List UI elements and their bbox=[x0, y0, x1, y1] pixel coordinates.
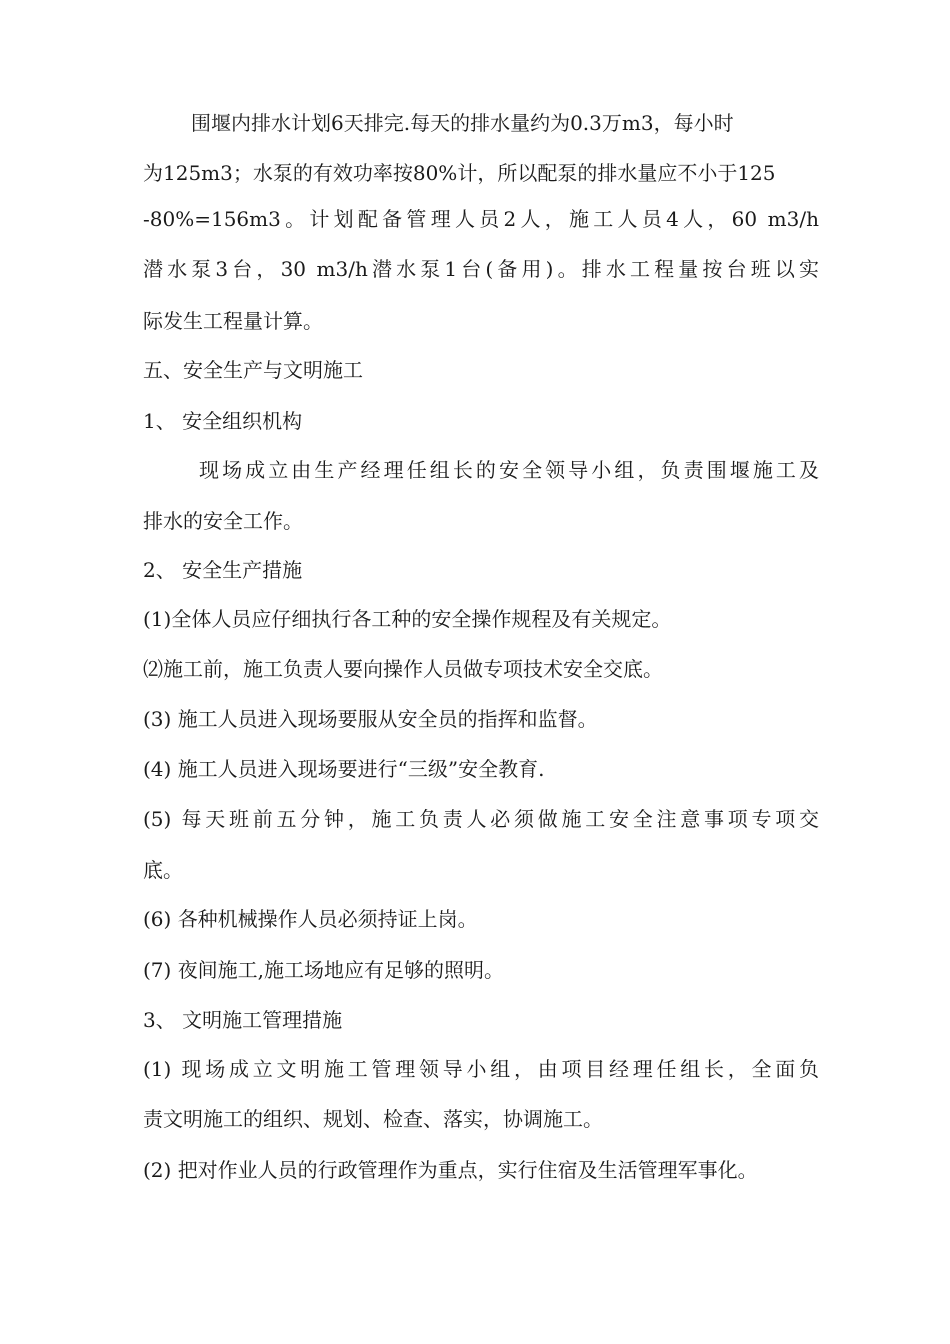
list-item-safety-4: (4) 施工人员进入现场要进行“三级”安全教育. bbox=[143, 757, 545, 781]
list-item-safety-5-line-1: (5) 每天班前五分钟，施工负责人必须做施工安全注意事项专项交 bbox=[143, 807, 819, 831]
list-item-safety-2: ⑵施工前，施工负责人要向操作人员做专项技术安全交底。 bbox=[143, 657, 663, 681]
paragraph-drainage-line-4: 潜水泵3台，30 m3/h潜水泵1台(备用)。排水工程量按台班以实 bbox=[143, 257, 819, 281]
list-item-civil-1-line-2: 责文明施工的组织、规划、检查、落实，协调施工。 bbox=[143, 1107, 603, 1131]
list-item-safety-6: (6) 各种机械操作人员必须持证上岗。 bbox=[143, 907, 478, 931]
subheading-3: 3、 文明施工管理措施 bbox=[143, 1008, 343, 1032]
paragraph-drainage-line-5: 际发生工程量计算。 bbox=[143, 309, 323, 333]
list-item-safety-7: (7) 夜间施工,施工场地应有足够的照明。 bbox=[143, 958, 505, 982]
section-heading-5: 五、安全生产与文明施工 bbox=[143, 358, 363, 382]
paragraph-drainage-line-2: 为125m3；水泵的有效功率按80%计，所以配泵的排水量应不小于125 bbox=[143, 161, 776, 185]
paragraph-safety-org-line-1: 现场成立由生产经理任组长的安全领导小组，负责围堰施工及 bbox=[199, 458, 819, 482]
list-item-civil-2: (2) 把对作业人员的行政管理作为重点，实行住宿及生活管理军事化。 bbox=[143, 1158, 758, 1182]
list-item-safety-5-line-2: 底。 bbox=[143, 858, 183, 882]
list-item-civil-1-line-1: (1) 现场成立文明施工管理领导小组，由项目经理任组长，全面负 bbox=[143, 1057, 819, 1081]
paragraph-drainage-line-3: -80%=156m3。计划配备管理人员2人，施工人员4人，60 m3/h bbox=[143, 207, 819, 231]
list-item-safety-1: (1)全体人员应仔细执行各工种的安全操作规程及有关规定。 bbox=[143, 607, 672, 631]
subheading-1: 1、 安全组织机构 bbox=[143, 409, 303, 433]
list-item-safety-3: (3) 施工人员进入现场要服从安全员的指挥和监督。 bbox=[143, 707, 598, 731]
paragraph-drainage-line-1: 围堰内排水计划6天排完.每天的排水量约为0.3万m3，每小时 bbox=[191, 111, 734, 135]
subheading-2: 2、 安全生产措施 bbox=[143, 558, 303, 582]
paragraph-safety-org-line-2: 排水的安全工作。 bbox=[143, 509, 303, 533]
